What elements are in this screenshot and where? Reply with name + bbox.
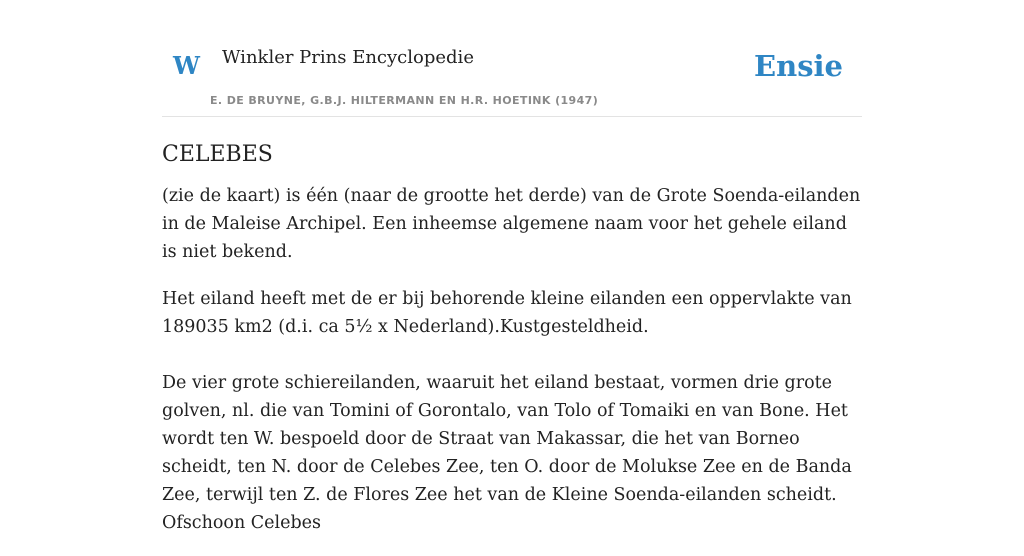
- site-header: [162, 38, 862, 117]
- article: [162, 140, 862, 556]
- site-logo[interactable]: W: [173, 51, 200, 80]
- article-title: CELEBES: [162, 142, 273, 167]
- article-paragraph: Het eiland heeft met de er bij behorende kleine eilanden een oppervlakte van 189035 km2 (d.i. ca 5½ x Nederland).Kustgesteldheid.: [162, 289, 852, 337]
- ensie-brand-link[interactable]: Ensie: [754, 49, 843, 83]
- site-title[interactable]: Winkler Prins Encyclopedie: [222, 47, 474, 68]
- author-credits: E. DE BRUYNE, G.B.J. HILTERMANN EN H.R. HOETINK (1947): [210, 94, 599, 107]
- article-paragraph: De vier grote schiereilanden, waaruit het eiland bestaat, vormen drie grote golven, nl. die van Tomini of Gorontalo, van Tolo of Tomaiki en van Bone. Het wordt ten W. bespoeld door de Straat van Makassar, die het van Borneo scheidt, ten N. door de Celebes Zee, ten O. door de Molukse Zee en de Banda Zee, terwijl ten Z. de Flores Zee het van de Kleine Soenda-eilanden scheidt. Ofschoon Celebes: [162, 373, 852, 533]
- article-paragraph: (zie de kaart) is één (naar de grootte het derde) van de Grote Soenda-eilanden in de Maleise Archipel. Een inheemse algemene naam voor het gehele eiland is niet bekend.: [162, 186, 861, 262]
